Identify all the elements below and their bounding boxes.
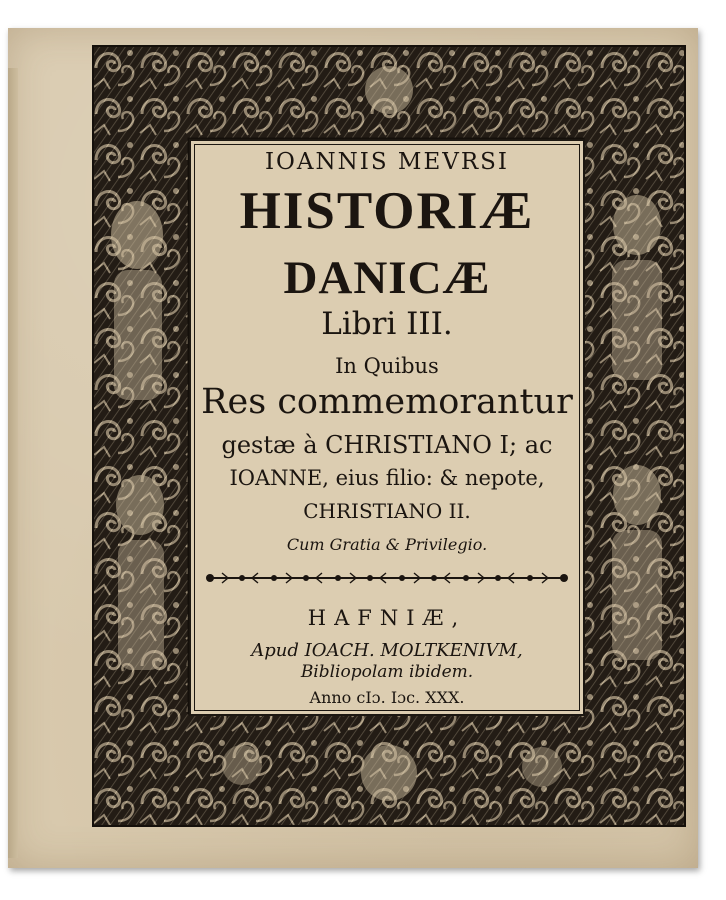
imprint-printer: Apud IOACH. MOLTKENIVM, [251,640,523,661]
volume-count: Libri III. [321,306,453,342]
subtitle-ioanne: IOANNE, eius filio: & nepote, [229,466,545,490]
imprint-year: Anno cIɔ. Iɔc. XXX. [309,688,465,707]
page-edge [8,68,18,858]
title-line-2: DANICÆ [283,252,491,304]
ornament-rule-art [202,569,572,587]
title-panel [189,139,585,716]
subtitle-christiano: CHRISTIANO II. [303,499,471,523]
author-name: IOANNIS MEVRSI [264,149,510,175]
in-quibus: In Quibus [335,354,439,378]
privilege-note: Cum Gratia & Privilegio. [286,535,488,554]
subtitle-gestae: gestæ à CHRISTIANO I; ac [221,431,553,459]
title-line-1: HISTORIÆ [239,182,535,240]
imprint-place: HAFNIÆ, [307,606,467,630]
ornament-rule [191,569,583,587]
subtitle-res: Res commemorantur [201,382,573,422]
imprint-bookseller: Bibliopolam ibidem. [300,662,474,682]
